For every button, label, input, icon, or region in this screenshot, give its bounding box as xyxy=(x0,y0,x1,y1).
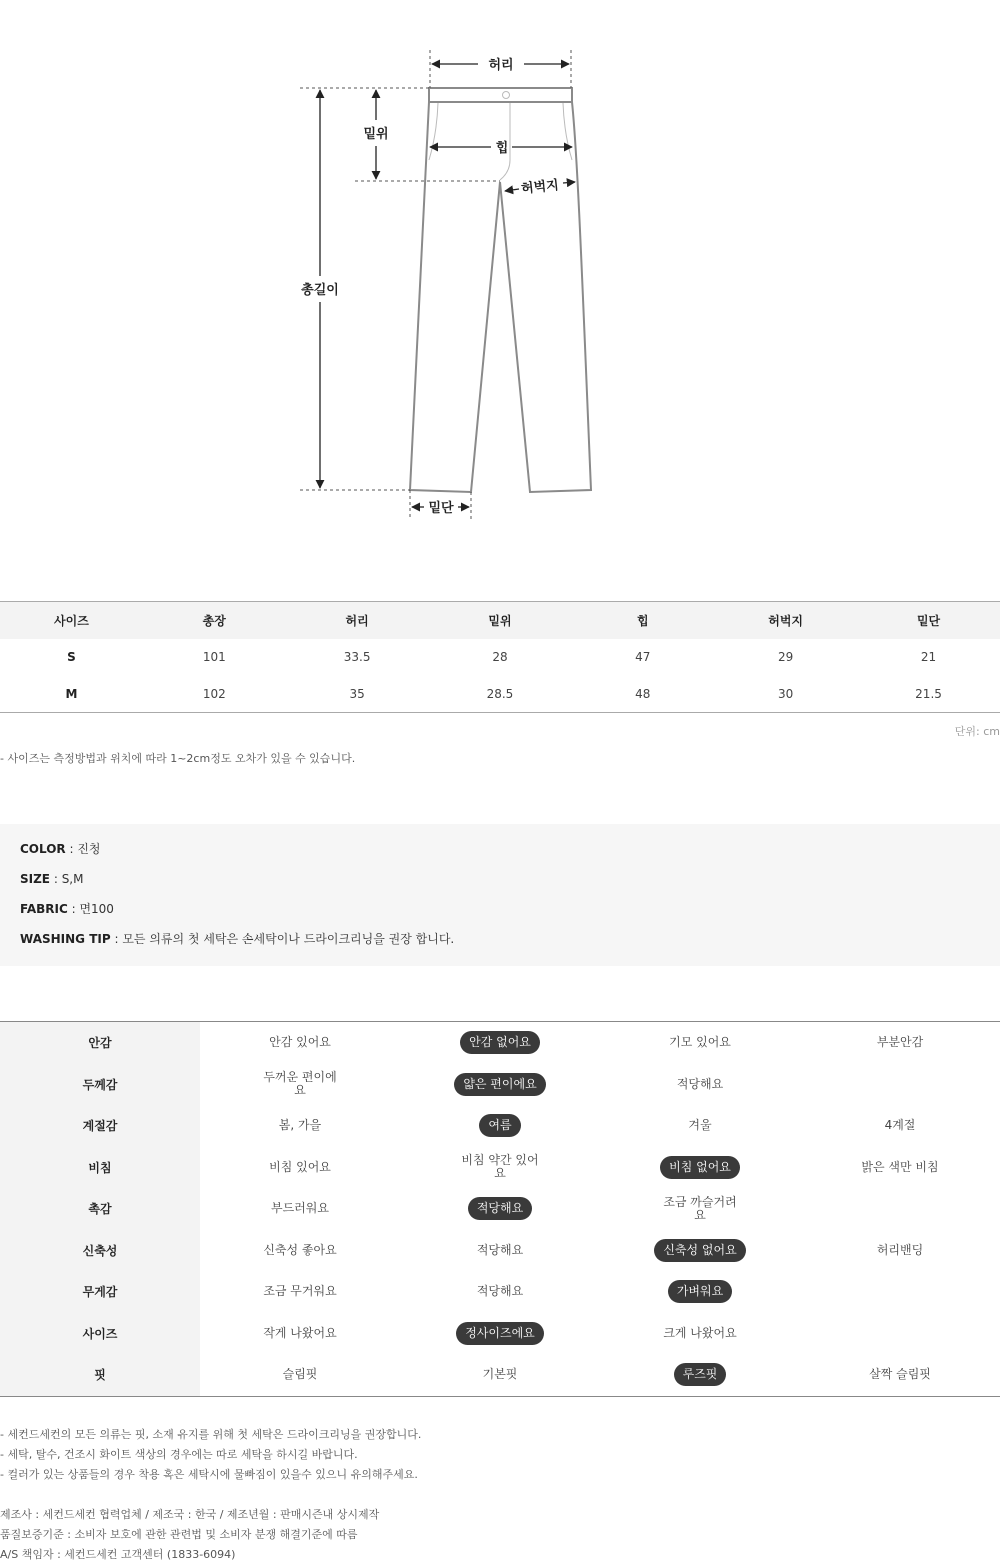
attribute-option: 부드러워요 xyxy=(271,1201,329,1216)
attribute-cell xyxy=(200,1188,400,1230)
manufacturer-line: 제조사 : 세컨드세컨 협력업체 / 제조국 : 한국 / 제조년월 : 판매시즌내 상시제작 xyxy=(0,1508,380,1521)
attribute-row xyxy=(0,1313,1000,1355)
attribute-cell xyxy=(400,1188,600,1230)
length-label: 총길이 xyxy=(301,283,339,298)
care-note-line: - 컬러가 있는 상품들의 경우 착용 혹은 세탁시에 물빠짐이 있을수 있으니 유의해주세요. xyxy=(0,1468,418,1481)
attribute-option: 겨울 xyxy=(688,1118,712,1133)
attribute-option: 안감 있어요 xyxy=(269,1035,331,1050)
table-cell: 102 xyxy=(143,676,286,713)
attribute-option: 조금 까슬거려요 xyxy=(663,1194,737,1222)
header-thigh: 허벅지 xyxy=(768,613,804,628)
attribute-row xyxy=(0,1105,1000,1147)
attribute-cell xyxy=(600,1105,800,1147)
attribute-row xyxy=(0,1271,1000,1313)
attribute-option-selected: 비침 없어요 xyxy=(660,1156,740,1179)
attribute-cell xyxy=(400,1105,600,1147)
attribute-option-selected: 정사이즈에요 xyxy=(456,1322,544,1345)
attribute-label: 촉감 xyxy=(0,1188,200,1230)
table-cell: 30 xyxy=(714,676,857,713)
table-cell: 21 xyxy=(920,650,937,664)
table-cell: 48 xyxy=(571,676,714,713)
attribute-option-selected: 여름 xyxy=(479,1114,520,1137)
attribute-cell xyxy=(800,1313,1000,1355)
attribute-label: 핏 xyxy=(0,1354,200,1396)
attribute-cell xyxy=(800,1230,1000,1272)
attribute-row xyxy=(0,1064,1000,1106)
attribute-cell xyxy=(400,1022,600,1064)
thigh-arrow-right xyxy=(563,182,575,183)
attribute-cell xyxy=(200,1105,400,1147)
attribute-row xyxy=(0,1147,1000,1189)
guide-lines xyxy=(300,50,571,520)
attribute-cell xyxy=(400,1313,600,1355)
info-washing-key: WASHING TIP xyxy=(20,932,111,946)
attribute-option: 허리밴딩 xyxy=(876,1242,924,1257)
attribute-cell xyxy=(200,1147,400,1189)
attribute-option: 기모 있어요 xyxy=(669,1035,731,1050)
attribute-cell xyxy=(600,1022,800,1064)
table-cell: 21.5 xyxy=(857,676,1000,713)
info-color-value: : 진청 xyxy=(65,842,101,856)
info-fabric-row xyxy=(20,901,980,931)
attribute-cell xyxy=(800,1147,1000,1189)
info-size-row xyxy=(20,871,980,901)
attribute-cell xyxy=(600,1313,800,1355)
table-cell: M xyxy=(0,676,143,713)
table-cell: 47 xyxy=(635,650,651,664)
thigh-arrow-left xyxy=(505,189,519,191)
manufacturer-info xyxy=(0,1505,379,1564)
header-rise: 밑위 xyxy=(488,613,512,628)
hem-label: 밑단 xyxy=(428,501,454,516)
attribute-option: 작게 나왔어요 xyxy=(263,1325,337,1340)
attribute-label: 안감 xyxy=(0,1022,200,1064)
attribute-row xyxy=(0,1022,1000,1064)
product-attribute-table xyxy=(0,1021,1000,1397)
attribute-cell xyxy=(800,1271,1000,1313)
attribute-cell xyxy=(200,1271,400,1313)
thigh-label: 허벅지 xyxy=(520,178,560,197)
unit-label: 단위: cm xyxy=(954,725,1000,738)
care-note-line: - 세컨드세컨의 모든 의류는 핏, 소재 유지를 위해 첫 세탁은 드라이크리닝을 권장합니다. xyxy=(0,1428,422,1441)
info-washing-row xyxy=(20,931,980,961)
attribute-cell xyxy=(600,1188,800,1230)
attribute-option-selected: 신축성 없어요 xyxy=(654,1239,745,1262)
attribute-option-selected: 안감 없어요 xyxy=(460,1031,540,1054)
table-cell: 28 xyxy=(492,650,508,664)
size-table xyxy=(0,601,1000,713)
attribute-option: 적당해요 xyxy=(476,1242,524,1257)
attribute-cell xyxy=(800,1188,1000,1230)
attribute-cell xyxy=(800,1022,1000,1064)
attribute-option: 봄, 가을 xyxy=(278,1118,322,1133)
attribute-option: 신축성 좋아요 xyxy=(263,1242,337,1257)
header-hip: 힙 xyxy=(637,613,649,628)
attribute-cell xyxy=(200,1230,400,1272)
pants-measurement-diagram xyxy=(0,0,1000,560)
measure-arrows xyxy=(320,64,575,507)
attribute-cell xyxy=(400,1064,600,1106)
attribute-cell xyxy=(200,1313,400,1355)
attribute-option-selected: 루즈핏 xyxy=(674,1363,727,1386)
header-total-length: 총장 xyxy=(202,613,226,628)
attribute-cell xyxy=(200,1354,400,1396)
table-cell: 101 xyxy=(202,650,226,664)
size-table-header xyxy=(0,602,1000,639)
attribute-option-selected: 가벼워요 xyxy=(668,1280,732,1303)
attribute-label: 두께감 xyxy=(0,1064,200,1106)
info-fabric-value: : 면100 xyxy=(67,902,114,916)
attribute-option: 두꺼운 편이에요 xyxy=(263,1070,337,1098)
care-note-line: - 세탁, 탈수, 건조시 화이트 색상의 경우에는 따로 세탁을 하시길 바랍니다. xyxy=(0,1448,358,1461)
product-info-box xyxy=(0,824,1000,966)
attribute-cell xyxy=(800,1354,1000,1396)
attribute-label: 사이즈 xyxy=(0,1313,200,1355)
attribute-cell xyxy=(200,1064,400,1106)
attribute-label: 비침 xyxy=(0,1147,200,1189)
attribute-label: 계절감 xyxy=(0,1105,200,1147)
attribute-option: 비침 약간 있어요 xyxy=(461,1153,539,1181)
info-washing-value: : 모든 의류의 첫 세탁은 손세탁이나 드라이크리닝을 권장 합니다. xyxy=(110,932,455,946)
info-color-row xyxy=(20,841,980,871)
attribute-option: 4계절 xyxy=(884,1118,916,1133)
attribute-option: 밝은 색만 비침 xyxy=(861,1159,939,1174)
header-waist: 허리 xyxy=(345,613,369,628)
attribute-option: 살짝 슬림핏 xyxy=(869,1367,931,1382)
table-row xyxy=(0,676,1000,713)
attribute-option: 기본핏 xyxy=(482,1367,518,1382)
info-fabric-key: FABRIC xyxy=(20,902,68,916)
attribute-cell xyxy=(400,1354,600,1396)
rise-label: 밑위 xyxy=(363,127,389,142)
attribute-row xyxy=(0,1354,1000,1396)
attribute-cell xyxy=(600,1147,800,1189)
info-size-key: SIZE xyxy=(20,872,51,886)
waist-label: 허리 xyxy=(488,58,514,73)
pants-details xyxy=(429,92,572,181)
table-cell: 28.5 xyxy=(429,676,572,713)
attribute-cell xyxy=(600,1064,800,1106)
table-cell: 35 xyxy=(286,676,429,713)
table-cell: 29 xyxy=(778,650,794,664)
table-cell: 33.5 xyxy=(343,650,371,664)
attribute-row xyxy=(0,1188,1000,1230)
attribute-cell xyxy=(200,1022,400,1064)
attribute-label: 무게감 xyxy=(0,1271,200,1313)
attribute-option: 적당해요 xyxy=(676,1076,724,1091)
size-note: - 사이즈는 측정방법과 위치에 따라 1~2cm정도 오차가 있을 수 있습니다. xyxy=(0,752,356,765)
attribute-cell xyxy=(400,1147,600,1189)
info-color-key: COLOR xyxy=(20,842,66,856)
attribute-option: 슬림핏 xyxy=(282,1367,318,1382)
attribute-option: 부분안감 xyxy=(876,1035,924,1050)
attribute-cell xyxy=(600,1354,800,1396)
attribute-cell xyxy=(400,1230,600,1272)
quality-line: 품질보증기준 : 소비자 보호에 관한 관련법 및 소비자 분쟁 해결기준에 따름 xyxy=(0,1528,358,1541)
attribute-cell xyxy=(800,1105,1000,1147)
table-cell: S xyxy=(67,650,76,664)
attribute-option: 조금 무거워요 xyxy=(263,1284,337,1299)
attribute-cell xyxy=(600,1271,800,1313)
attribute-option: 크게 나왔어요 xyxy=(663,1325,737,1340)
as-contact-line: A/S 책임자 : 세컨드세컨 고객센터 (1833-6094) xyxy=(0,1548,236,1561)
attribute-option: 비침 있어요 xyxy=(269,1159,331,1174)
attribute-label: 신축성 xyxy=(0,1230,200,1272)
attribute-row xyxy=(0,1230,1000,1272)
header-size: 사이즈 xyxy=(54,613,89,628)
attribute-cell xyxy=(800,1064,1000,1106)
hip-label: 힙 xyxy=(495,141,509,156)
attribute-cell xyxy=(600,1230,800,1272)
table-row xyxy=(0,639,1000,676)
header-hem: 밑단 xyxy=(916,613,941,628)
attribute-option-selected: 적당해요 xyxy=(468,1197,532,1220)
attribute-option-selected: 얇은 편이에요 xyxy=(454,1073,545,1096)
care-notes xyxy=(0,1425,421,1485)
info-size-value: : S,M xyxy=(50,872,84,886)
attribute-option: 적당해요 xyxy=(476,1284,524,1299)
attribute-cell xyxy=(400,1271,600,1313)
